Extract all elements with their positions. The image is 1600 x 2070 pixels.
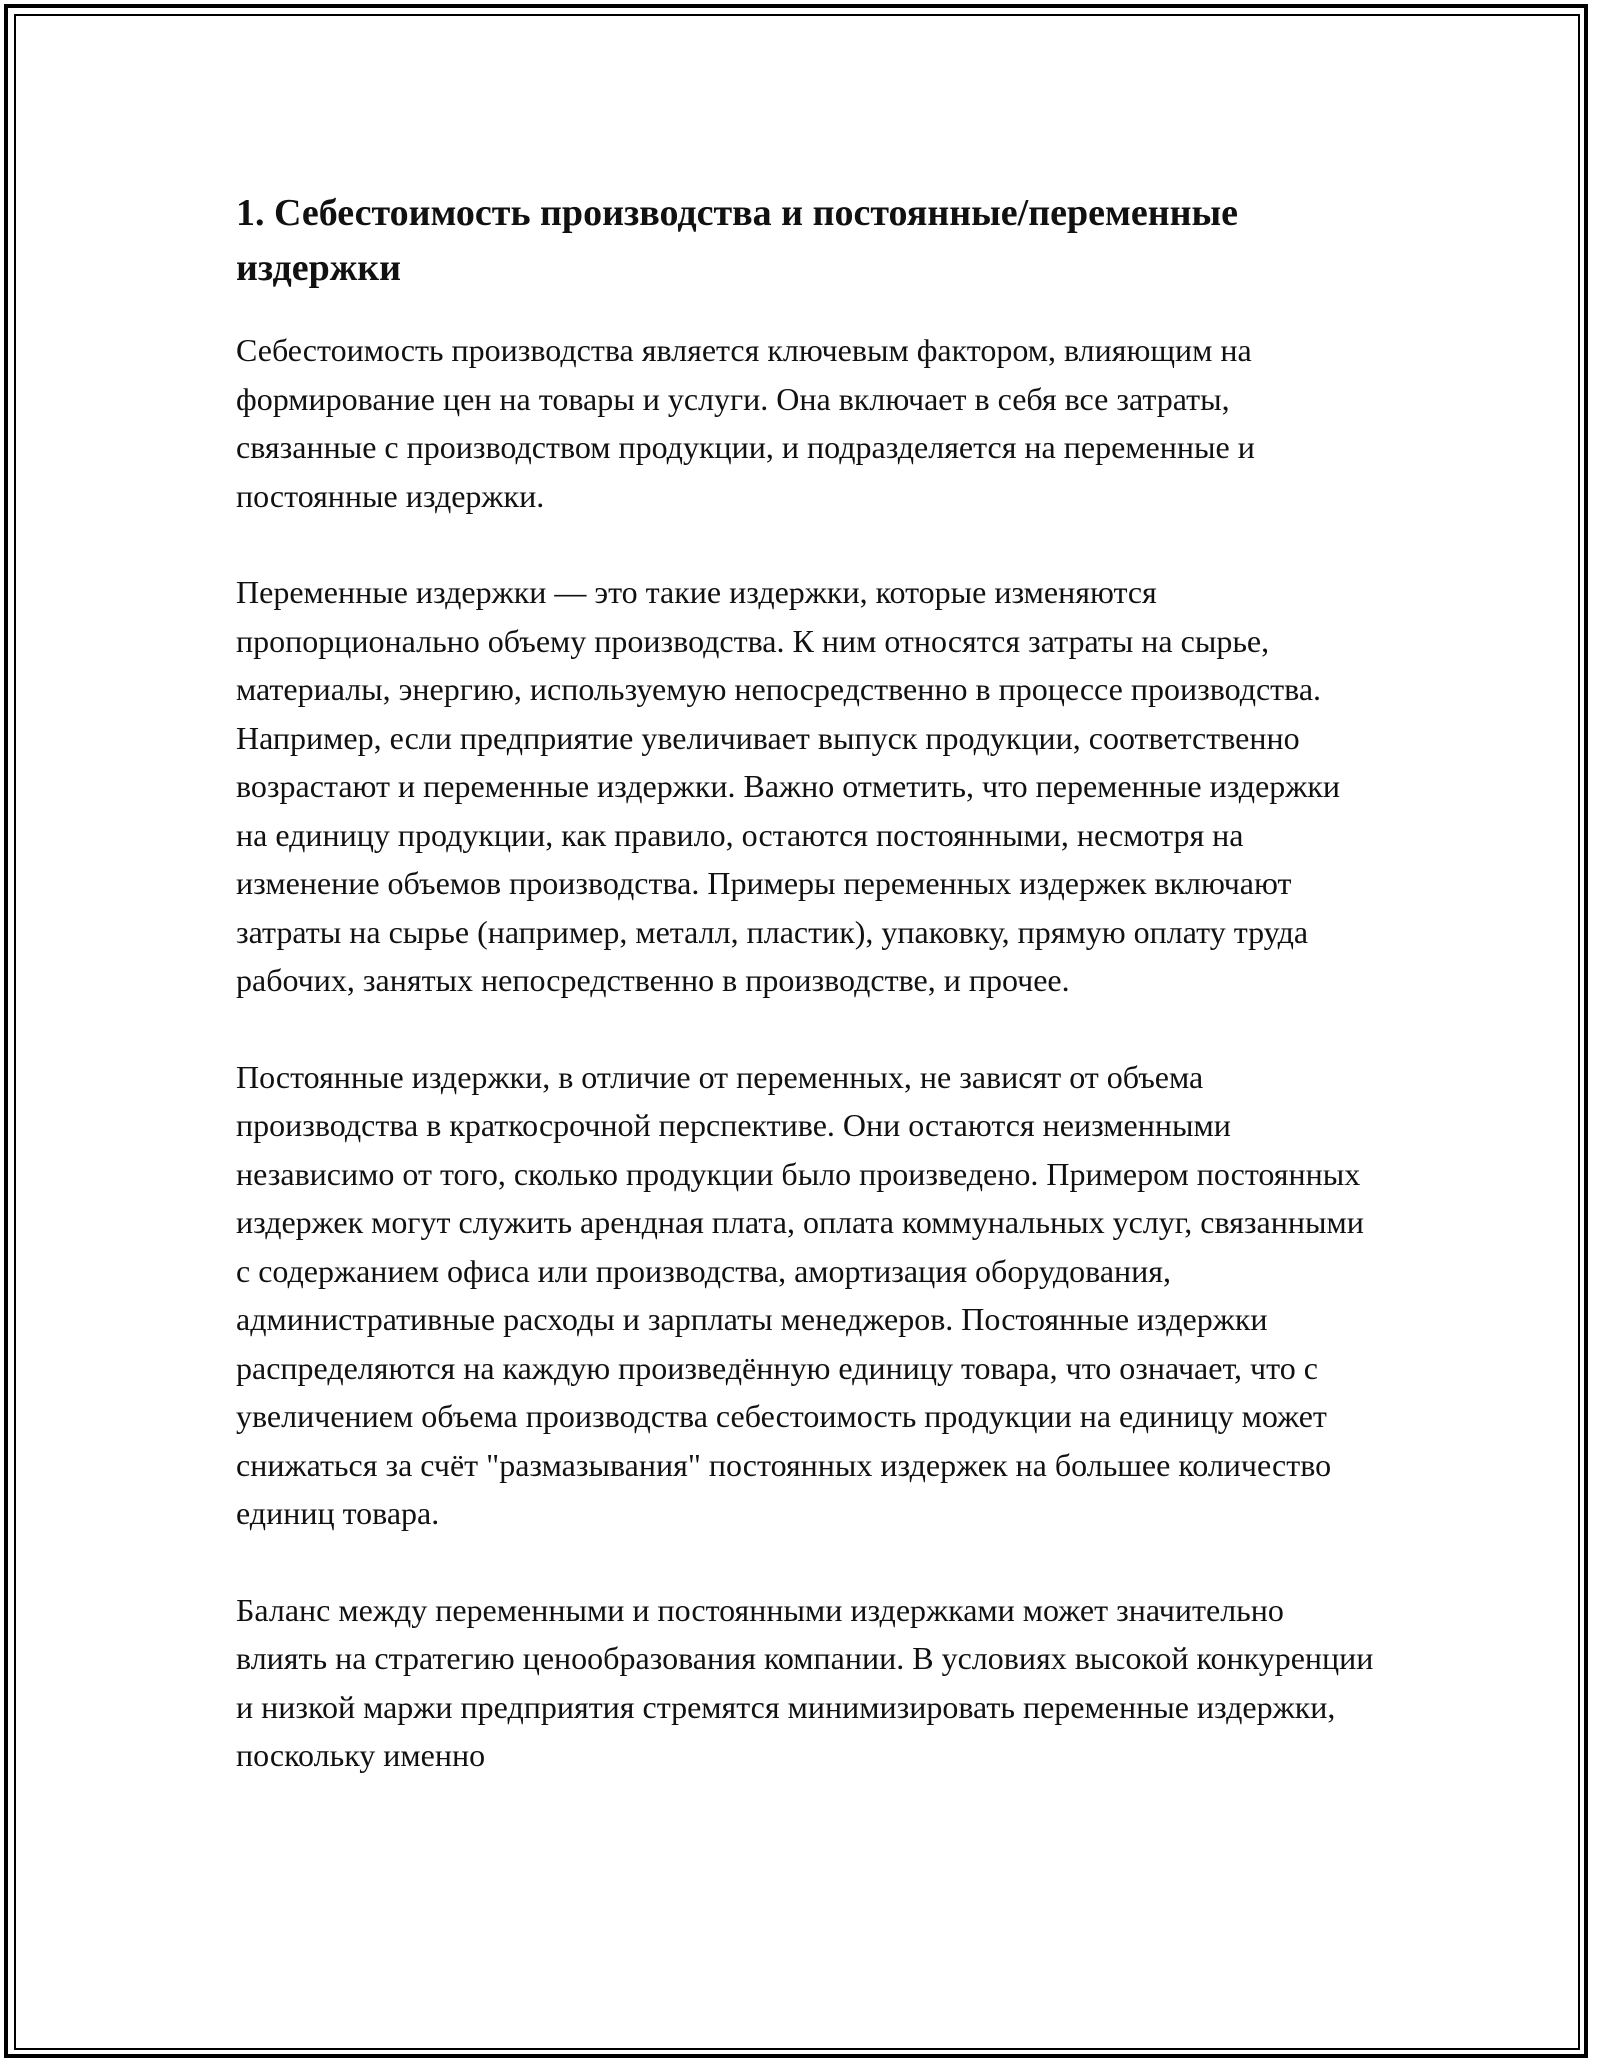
paragraph-variable-costs: Переменные издержки — это такие издержки, которые изменяются пропорционально объему производства. К ним относятся затраты на сырье, материалы, энергию, используемую непосредственно в процессе производства. Например, если предприятие увеличивает выпуск продукции, соответственно возрастают и переменные издержки. Важно отметить, что переменные издержки на единицу продукции, как правило, остаются постоянными, несмотря на изменение объемов производства. Примеры переменных издержек включают затраты на сырье (например, металл, пластик), упаковку, прямую оплату труда рабочих, занятых непосредственно в производстве, и прочее. <box>236 574 1341 998</box>
section-heading: 1. Себестоимость производства и постоянные/переменные издержки <box>236 192 1239 289</box>
paragraph-cost-intro: Себестоимость производства является ключевым фактором, влияющим на формирование цен на товары и услуги. Она включает в себя все затраты, связанные с производством продукции, и подразделяется на переменные и постоянные издержки. <box>236 332 1255 514</box>
paragraph-fixed-costs: Постоянные издержки, в отличие от переменных, не зависят от объема производства в краткосрочной перспективе. Они остаются неизменными независимо от того, сколько продукции было произведено. Примером постоянных издержек могут служить арендная плата, оплата коммунальных услуг, связанными с содержанием офиса или производства, амортизация оборудования, административные расходы и зарплаты менеджеров. Постоянные издержки распределяются на каждую произведённую единицу товара, что означает, что с увеличением объема производства себестоимость продукции на единицу может снижаться за счёт "размазывания" постоянных издержек на большее количество единиц товара. <box>236 1058 1364 1531</box>
document-body <box>236 186 1376 1828</box>
paragraph-cost-balance: Баланс между переменными и постоянными издержками может значительно влиять на стратегию ценообразования компании. В условиях высокой конкуренции и низкой маржи предприятия стремятся минимизировать переменные издержки, поскольку именно <box>236 1591 1374 1773</box>
